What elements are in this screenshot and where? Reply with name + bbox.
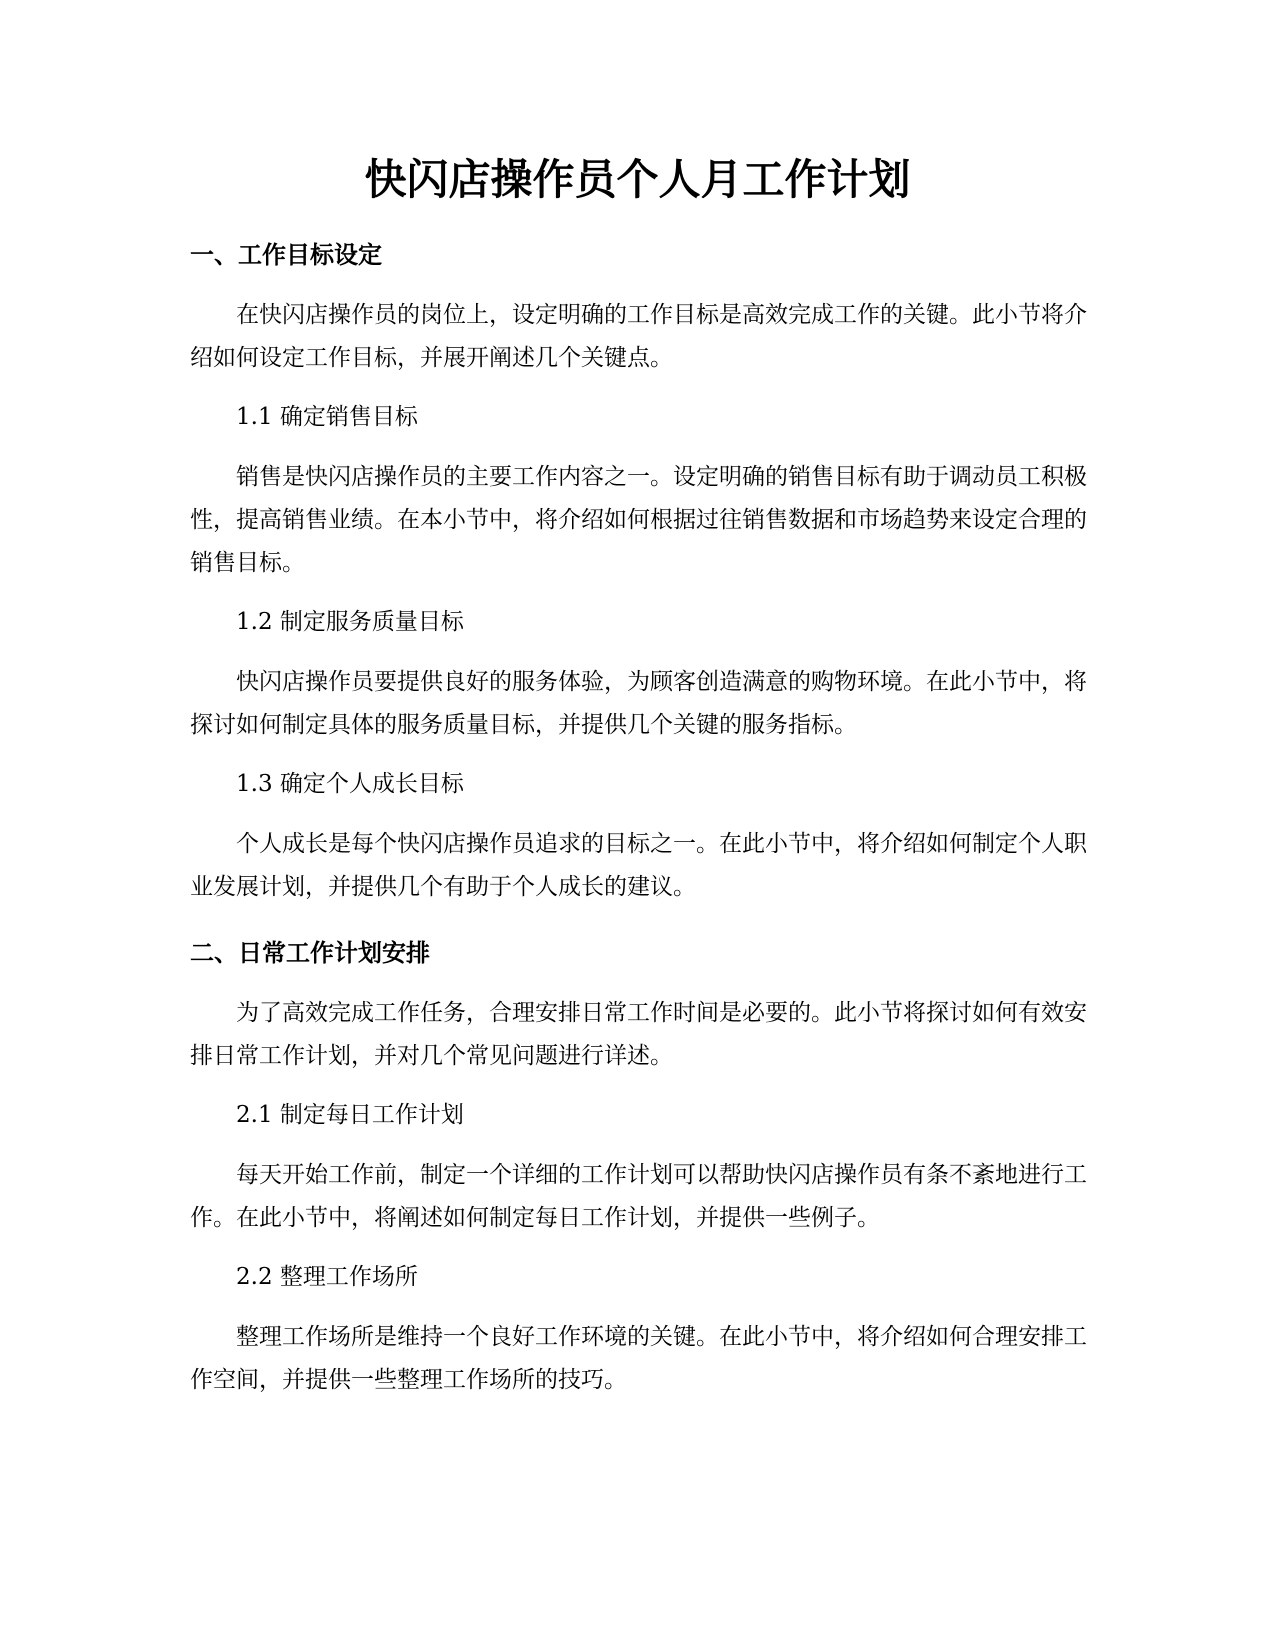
subsection-text-workspace: 整理工作场所是维持一个良好工作环境的关键。在此小节中，将介绍如何合理安排工作空间，并提供一些整理工作场所的技巧。: [190, 1324, 1087, 1393]
section-heading-daily: 二、日常工作计划安排: [190, 939, 430, 967]
subsection-heading-daily-plan: 2.1 制定每日工作计划: [236, 1102, 464, 1128]
page-title: 快闪店操作员个人月工作计划: [364, 155, 911, 204]
section-heading-goals: 一、工作目标设定: [190, 241, 382, 269]
section-intro-goals: 在快闪店操作员的岗位上，设定明确的工作目标是高效完成工作的关键。此小节将介绍如何设定工作目标，并展开阐述几个关键点。: [190, 302, 1087, 371]
subsection-text-daily-plan: 每天开始工作前，制定一个详细的工作计划可以帮助快闪店操作员有条不紊地进行工作。在此小节中，将阐述如何制定每日工作计划，并提供一些例子。: [190, 1162, 1087, 1231]
subsection-heading-sales: 1.1 确定销售目标: [236, 404, 418, 430]
subsection-heading-service: 1.2 制定服务质量目标: [236, 609, 464, 635]
subsection-text-sales: 销售是快闪店操作员的主要工作内容之一。设定明确的销售目标有助于调动员工积极性，提高销售业绩。在本小节中，将介绍如何根据过往销售数据和市场趋势来设定合理的销售目标。: [190, 464, 1087, 576]
subsection-text-growth: 个人成长是每个快闪店操作员追求的目标之一。在此小节中，将介绍如何制定个人职业发展计划，并提供几个有助于个人成长的建议。: [190, 831, 1087, 900]
section-intro-daily: 为了高效完成工作任务，合理安排日常工作时间是必要的。此小节将探讨如何有效安排日常工作计划，并对几个常见问题进行详述。: [190, 1000, 1087, 1069]
subsection-text-service: 快闪店操作员要提供良好的服务体验，为顾客创造满意的购物环境。在此小节中，将探讨如何制定具体的服务质量目标，并提供几个关键的服务指标。: [190, 669, 1087, 738]
subsection-heading-growth: 1.3 确定个人成长目标: [236, 771, 464, 797]
subsection-heading-workspace: 2.2 整理工作场所: [236, 1264, 418, 1290]
